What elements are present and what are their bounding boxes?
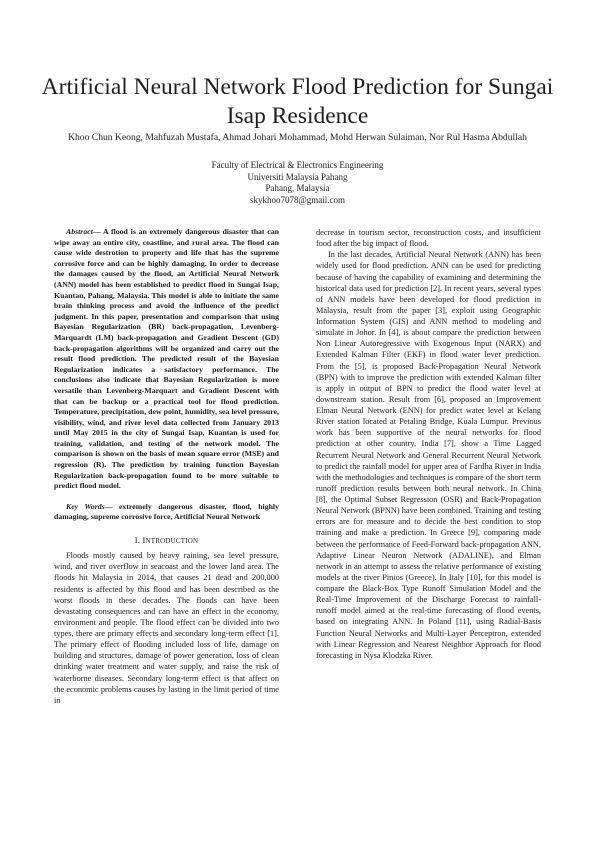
affiliation-university: Universiti Malaysia Pahang	[247, 171, 348, 182]
paper-title: Artificial Neural Network Flood Prediction for Sungai Isap Residence	[41, 73, 554, 129]
keywords	[54, 502, 279, 523]
related-work-paragraph: In the last decades, Artificial Neural Network (ANN) has been widely used for flood prediction. ANN can be used for predicting because of having the capability of examining and determining the historical data used for prediction [2]. In recent years, several types of ANN models have been developed for flood prediction in Malaysia, result from the paper [3], exploit using Geographic Information System (GIS) and ANN method to modeling and simulate in Johor. In [4], is about compare the prediction between Non Linear Autoregressive with Exogenous Input (NARX) and Extended Kalman Filter (EKF) in flood water lever prediction. From the [5], is proposed Back-Propagation Neural Network (BPN) with to improve the prediction with extended Kalman filter is apply in output of BPN to predict the flood water level at downstream station. Result from [6], proposed an Improvement Elman Neural Network (ENN) for predict water level at Kelang River station located at Petaling Bridge, Kuala Lumpur. Previous work has been supportive of the neural networks for flood prediction at other country, India [7], show a Time Lagged Recurrent Neural Network and General Recurrent Neural Network to predict the rainfall model for upper area of Fardha River in India with the methodologies and techniques is compare of the short term runoff prediction results between both neural network. In China [8], the Optimal Subset Regression (OSR) and Back-Propagation Neural Network (BPNN) have been combined. Training and testing errors are for measure and to decide the best condition to stop training and make a prediction. In Greece [9], comparing made between the performance of Feed-Forward back-propagation ANN, Adaptive Linear Neuron Network (ADALINE), and Elman network in an attempt to assess the relative performance of existing models at the river Pinios (Greece). In Italy [10], for this model is compare the Black-Box Type Runoff Simulation Model and the Real-Time Improvement of the Discharge Forecast to rainfall-runoff model aimed at the real-time forecasting of flood events, based on integrating ANN. In Poland [11], using Radial-Basis Function Neural Networks and Multi-Layer Perceptron, extended with Linear Regression and Nearest Neighbor Approach for flood forecasting in Nysa Klodzka River.	[316, 250, 541, 660]
left-column	[54, 227, 279, 706]
keywords-label: Key Words	[66, 501, 105, 511]
abstract-text: A flood is an extremely dangerous disaster that can wipe away an entire city, coastline, and rural area. The flood can cause wide destrotion to property and life that has the supreme corrosive force and can be highly damaging. In order to decrease the damages caused by the flood, an Artificial Neural Network (ANN) model has been established to predict flood in Sungai Isap, Kuantan, Pahang, Malaysia. This model is able to initiate the same brain thinking process and avoid the influence of the predict judgment. In this paper, presentation and comparison that using Bayesian Regularization (BR) back-propagation, Levenberg-Marquardt (LM) back-propagation and Gradient Descent (GD) back-propagation algorithms will be organized and carry out the result flood prediction. The predicted result of the Bayesian Regularization indicates a satisfactory performance. The conclusions also indicate that Bayesian Regularization is more versatile than Levenberg-Marquart and Gradient Descent with that can be backup or a practical tool for flood prediction. Temperature, precipitation, dew point, humidity, sea level pressure, visibility, wind, and river level data collected from January 2013 until May 2015 in the city of Sungai Isap, Kuantan is used for training, validation, and testing of the network model. The comparison is shown on the basis of mean square error (MSE) and regression (R). The prediction by training function Bayesian Regularization back-propagation found to be more suitable to predict flood model.	[54, 227, 279, 491]
author-email: skykhoo7078@gmail.com	[249, 194, 346, 205]
abstract	[54, 227, 279, 492]
affiliation-block	[80, 160, 515, 206]
keywords-text: extremely dangerous disaster, flood, highly damaging, supreme corrosive force, Artificial Neural Network	[54, 501, 280, 522]
section-heading-introduction: I. INTRODUCTION	[134, 535, 199, 546]
abstract-dash: —	[92, 227, 104, 236]
introduction-continuation: decrease in tourism sector, reconstruction costs, and insufficient food after the big impact of flood.	[316, 228, 541, 249]
right-column	[316, 227, 541, 661]
affiliation-faculty: Faculty of Electrical & Electronics Engineering	[211, 160, 384, 170]
abstract-label: Abstract	[66, 227, 93, 236]
affiliation-location: Pahang, Malaysia	[265, 183, 330, 193]
introduction-paragraph: Floods mostly caused by heavy raining, sea level pressure, wind, and river overflow in seacoast and the lower land area. The floods hit Malaysia in 2014, that causes 21 dead and 200,000 residents is affected by this flood and has been described as the worst floods in these decades. The floods can have been devastating consequences and can have an effect in the economy, environment and people. The flood effect can be divided into two types, there are primary effects and secondary long-term effect [1]. The primary effect of flooding included loss of life, damage on building and structures, damage of power generation, loss of clean drinking water treatment and water supply, and raise the risk of waterborne diseases. Secondary long-term effect is that affect on the economic problems causes by lasting in the limit period of time in	[54, 551, 279, 705]
keywords-dash: —	[104, 501, 119, 511]
author-list: Khoo Chun Keong, Mahfuzah Mustafa, Ahmad Johari Mohammad, Mohd Herwan Sulaiman, Nor Rul Hasma Abdullah	[68, 132, 527, 143]
